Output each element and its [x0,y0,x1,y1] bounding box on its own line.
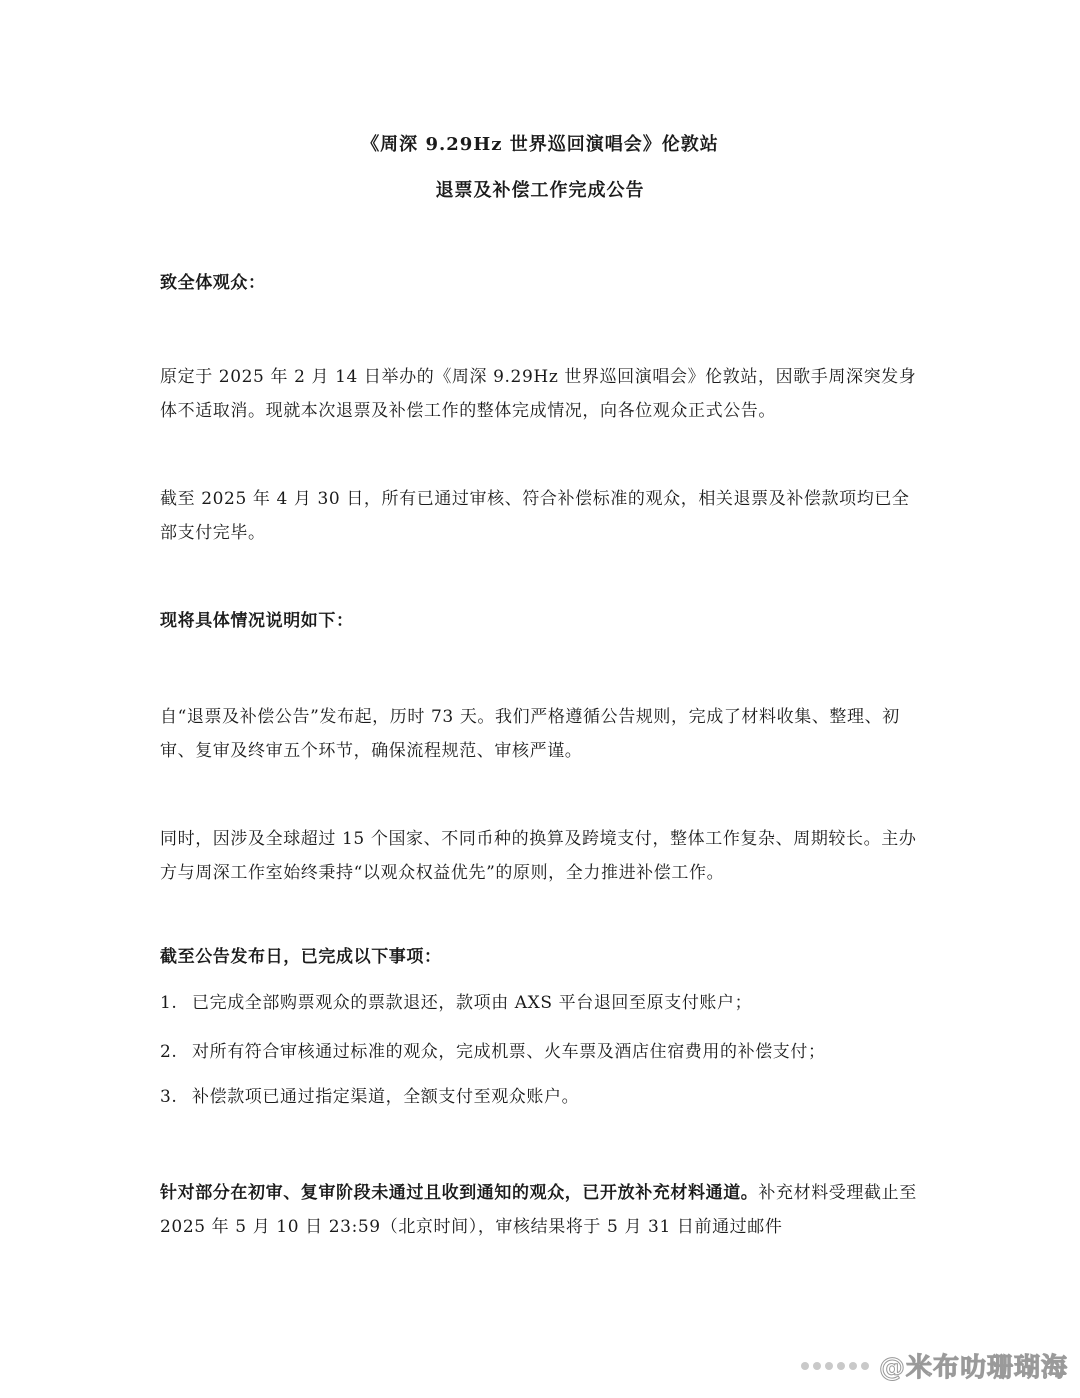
list-number: 1. [160,993,178,1013]
supplement-text: 补充材料受理截止至 2025 年 5 月 10 日 23:59（北京时间），审核结果将于 5 月 31 日前通过邮件 [160,1183,917,1237]
paragraph-status: 截至 2025 年 4 月 30 日，所有已通过审核、符合补偿标准的观众，相关退票及补偿款项均已全部支付完毕。 [160,489,910,543]
paragraph-supplement [160,1176,920,1244]
supplement-bold-text: 针对部分在初审、复审阶段未通过且收到通知的观众，已开放补充材料通道。 [160,1183,759,1203]
list-item [160,1080,920,1114]
subheading-details: 现将具体情况说明如下： [160,611,354,631]
list-text: 对所有符合审核通过标准的观众，完成机票、火车票及酒店住宿费用的补偿支付； [192,1042,826,1062]
list-number: 2. [160,1042,178,1062]
list-item [160,986,920,1020]
watermark-dots-icon [801,1362,869,1370]
paragraph-scope: 同时，因涉及全球超过 15 个国家、不同币种的换算及跨境支付，整体工作复杂、周期较长。主办方与周深工作室始终秉持“以观众权益优先”的原则，全力推进补偿工作。 [160,829,917,883]
subheading-completed: 截至公告发布日，已完成以下事项： [160,947,442,967]
paragraph-process: 自“退票及补偿公告”发布起，历时 73 天。我们严格遵循公告规则，完成了材料收集、整理、初审、复审及终审五个环节，确保流程规范、审核严谨。 [160,707,900,761]
list-text: 补偿款项已通过指定渠道，全额支付至观众账户。 [192,1087,580,1107]
salutation: 致全体观众： [160,273,266,293]
watermark-text: @米布叻珊瑚海 [878,1353,1068,1383]
list-item [160,1035,920,1069]
paragraph-intro: 原定于 2025 年 2 月 14 日举办的《周深 9.29Hz 世界巡回演唱会》伦敦站，因歌手周深突发身体不适取消。现就本次退票及补偿工作的整体完成情况，向各位观众正式公告。 [160,367,917,421]
list-text: 已完成全部购票观众的票款退还，款项由 AXS 平台退回至原支付账户； [192,993,753,1013]
watermark [801,1347,1068,1384]
document-title: 《周深 9.29Hz 世界巡回演唱会》伦敦站 [361,134,719,155]
document-subtitle: 退票及补偿工作完成公告 [435,180,645,201]
list-number: 3. [160,1087,178,1107]
